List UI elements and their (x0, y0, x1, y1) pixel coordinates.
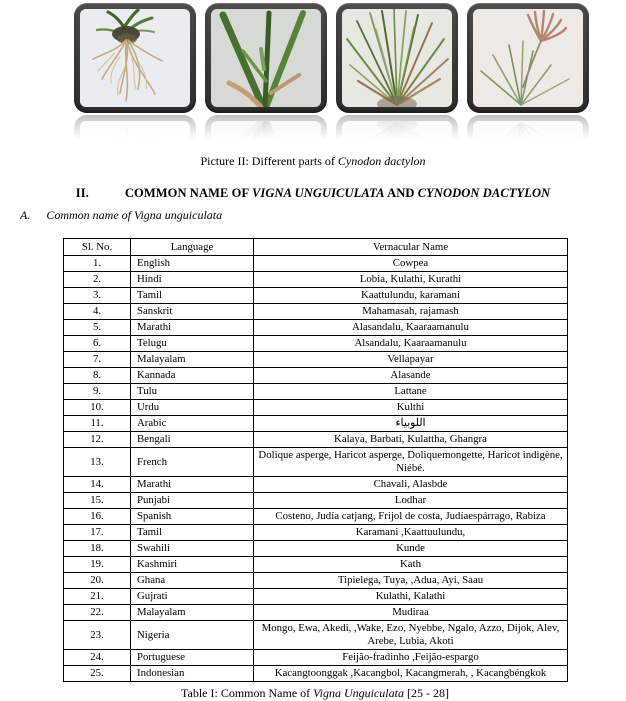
language-cell: Malayalam (131, 352, 254, 368)
sl-no-cell: 13. (64, 448, 131, 477)
sl-no-cell: 21. (64, 589, 131, 605)
sl-no-cell: 22. (64, 605, 131, 621)
language-cell: Tamil (131, 525, 254, 541)
language-cell: Marathi (131, 477, 254, 493)
table-row (64, 400, 568, 416)
table-row (64, 368, 568, 384)
cynodon-roots-photo (80, 9, 190, 107)
table-row (64, 605, 568, 621)
photo-frame (467, 3, 589, 113)
table-row (64, 650, 568, 666)
photo-frame (205, 3, 327, 113)
table-row (64, 477, 568, 493)
cynodon-leaf-tuft-photo (342, 121, 452, 145)
sl-no-cell: 6. (64, 336, 131, 352)
language-cell: Telugu (131, 336, 254, 352)
language-cell: French (131, 448, 254, 477)
vernacular-name-cell: Lodhar (254, 493, 568, 509)
vernacular-name-cell: Alasande (254, 368, 568, 384)
cynodon-leaf-tuft-photo (342, 9, 452, 107)
sl-no-cell: 15. (64, 493, 131, 509)
language-cell: Tamil (131, 288, 254, 304)
language-cell: English (131, 256, 254, 272)
section-title-species: CYNODON DACTYLON (417, 186, 551, 200)
vernacular-name-cell: Kulathi, Kalathi (254, 589, 568, 605)
figure-leaf-tuft (336, 3, 458, 145)
sl-no-cell: 20. (64, 573, 131, 589)
sl-no-cell: 16. (64, 509, 131, 525)
language-cell: Gujrati (131, 589, 254, 605)
table-row (64, 304, 568, 320)
table-caption-species: Vigna Unguiculata (313, 686, 404, 700)
language-cell: Swahili (131, 541, 254, 557)
table-header-row (64, 239, 568, 256)
language-cell: Tulu (131, 384, 254, 400)
sl-no-cell: 23. (64, 621, 131, 650)
vernacular-name-cell: Chavali, Alasbde (254, 477, 568, 493)
vernacular-name-cell: Vellapayar (254, 352, 568, 368)
section-title-part: COMMON NAME OF (124, 186, 252, 200)
vernacular-name-cell: Mudiraa (254, 605, 568, 621)
vernacular-name-cell: Lattane (254, 384, 568, 400)
photo-reflection (205, 115, 327, 145)
language-cell: Indonesian (131, 666, 254, 682)
table-caption-text: Table I: Common Name of (181, 686, 314, 700)
vernacular-name-cell: Mahamasah, rajamash (254, 304, 568, 320)
language-cell: Hindi (131, 272, 254, 288)
table-body (64, 256, 568, 682)
sl-no-cell: 12. (64, 432, 131, 448)
vernacular-name-cell: Dolique asperge, Haricot asperge, Doliquemongette, Haricot indigène, Niébé. (254, 448, 568, 477)
table-row (64, 448, 568, 477)
table-caption (63, 686, 567, 701)
vernacular-name-cell: Costeno, Judía catjang, Frijol de costa, Judíaespárrago, Rabiza (254, 509, 568, 525)
sl-no-cell: 10. (64, 400, 131, 416)
photo-reflection (336, 115, 458, 145)
sl-no-cell: 24. (64, 650, 131, 666)
language-cell: Bengali (131, 432, 254, 448)
sl-no-cell: 17. (64, 525, 131, 541)
table-row (64, 509, 568, 525)
vernacular-name-cell: Kath (254, 557, 568, 573)
vernacular-name-cell: Karamani ,Kaattuulundu, (254, 525, 568, 541)
vernacular-name-cell: Cowpea (254, 256, 568, 272)
vernacular-name-cell: Kulthi (254, 400, 568, 416)
table-row (64, 336, 568, 352)
vernacular-name-cell: Kunde (254, 541, 568, 557)
picture-caption-text: Picture II: Different parts of (200, 154, 338, 168)
table-row (64, 272, 568, 288)
section-number: II. (75, 186, 89, 200)
sl-no-cell: 7. (64, 352, 131, 368)
table-row (64, 557, 568, 573)
table-row (64, 621, 568, 650)
sl-no-cell: 8. (64, 368, 131, 384)
section-title-part: AND (384, 186, 418, 200)
figure-roots (74, 3, 196, 145)
header-vernacular-name: Vernacular Name (254, 239, 568, 256)
language-cell: Urdu (131, 400, 254, 416)
sl-no-cell: 18. (64, 541, 131, 557)
vernacular-name-cell: Feijão-fradinho ,Feijão-espargo (254, 650, 568, 666)
table-row (64, 288, 568, 304)
vernacular-name-cell: Mongo, Ewa, Akedi, ,Wake, Ezo, Nyebbe, Ngalo, Azzo, Dijok, Alev, Arebe, Lubia, Akoti (254, 621, 568, 650)
section-title-species: VIGNA UNGUICULATA (251, 186, 385, 200)
table-row (64, 432, 568, 448)
sl-no-cell: 5. (64, 320, 131, 336)
table-row (64, 384, 568, 400)
vernacular-name-cell: Tipielega, Tuya, ,Adua, Ayi, Saau (254, 573, 568, 589)
language-cell: Arabic (131, 416, 254, 432)
photo-reflection (467, 115, 589, 145)
header-sl-no: Sl. No. (64, 239, 131, 256)
table-caption-suffix: [25 - 28] (403, 686, 449, 700)
vernacular-name-cell: Kacangtoonggak ,Kacangbol, Kacangmerah, , Kacangbéngkok (254, 666, 568, 682)
language-cell: Marathi (131, 320, 254, 336)
sl-no-cell: 4. (64, 304, 131, 320)
picture-caption (0, 154, 626, 169)
photo-reflection-image (467, 115, 589, 145)
figure-inflorescence (467, 3, 589, 145)
figure-stem (205, 3, 327, 145)
table-row (64, 666, 568, 682)
section-title (125, 186, 550, 200)
table-row (64, 320, 568, 336)
common-names-table (63, 238, 568, 682)
vernacular-name-cell: Kaattulundu, karamani (254, 288, 568, 304)
photo-reflection-image (74, 115, 196, 145)
language-cell: Malayalam (131, 605, 254, 621)
photo-frame (74, 3, 196, 113)
cynodon-stem-photo (211, 9, 321, 107)
vernacular-name-cell: Alasandalu, Kaaraamanulu (254, 320, 568, 336)
cynodon-inflorescence-photo (473, 121, 583, 145)
language-cell: Punjabi (131, 493, 254, 509)
cynodon-roots-photo (80, 121, 190, 145)
figures-row (0, 0, 626, 145)
subsection-heading (20, 208, 626, 223)
language-cell: Kashmiri (131, 557, 254, 573)
table-row (64, 541, 568, 557)
sl-no-cell: 19. (64, 557, 131, 573)
sl-no-cell: 1. (64, 256, 131, 272)
language-cell: Kannada (131, 368, 254, 384)
picture-caption-species: Cynodon dactylon (337, 154, 426, 168)
language-cell: Nigeria (131, 621, 254, 650)
cynodon-inflorescence-photo (473, 9, 583, 107)
sl-no-cell: 9. (64, 384, 131, 400)
cynodon-stem-photo (211, 121, 321, 145)
table-row (64, 589, 568, 605)
sl-no-cell: 2. (64, 272, 131, 288)
section-heading (0, 186, 626, 201)
vernacular-name-cell: Alsandalu, Kaaraamanulu (254, 336, 568, 352)
vernacular-name-cell: Lobia, Kulathi, Kurathi (254, 272, 568, 288)
vernacular-name-cell: Kalaya, Barbati, Kulattha, Ghangra (254, 432, 568, 448)
vernacular-name-cell: اللوبياء (254, 416, 568, 432)
photo-reflection-image (205, 115, 327, 145)
table-row (64, 416, 568, 432)
sl-no-cell: 3. (64, 288, 131, 304)
table-row (64, 525, 568, 541)
language-cell: Sanskrit (131, 304, 254, 320)
language-cell: Portuguese (131, 650, 254, 666)
photo-frame (336, 3, 458, 113)
table-row (64, 256, 568, 272)
table-row (64, 493, 568, 509)
header-language: Language (131, 239, 254, 256)
language-cell: Spanish (131, 509, 254, 525)
language-cell: Ghana (131, 573, 254, 589)
sl-no-cell: 11. (64, 416, 131, 432)
table-row (64, 352, 568, 368)
sl-no-cell: 14. (64, 477, 131, 493)
photo-reflection (74, 115, 196, 145)
photo-reflection-image (336, 115, 458, 145)
subsection-label: A. (20, 208, 31, 222)
sl-no-cell: 25. (64, 666, 131, 682)
subsection-title: Common name of Vigna unguiculata (46, 208, 223, 222)
table-row (64, 573, 568, 589)
